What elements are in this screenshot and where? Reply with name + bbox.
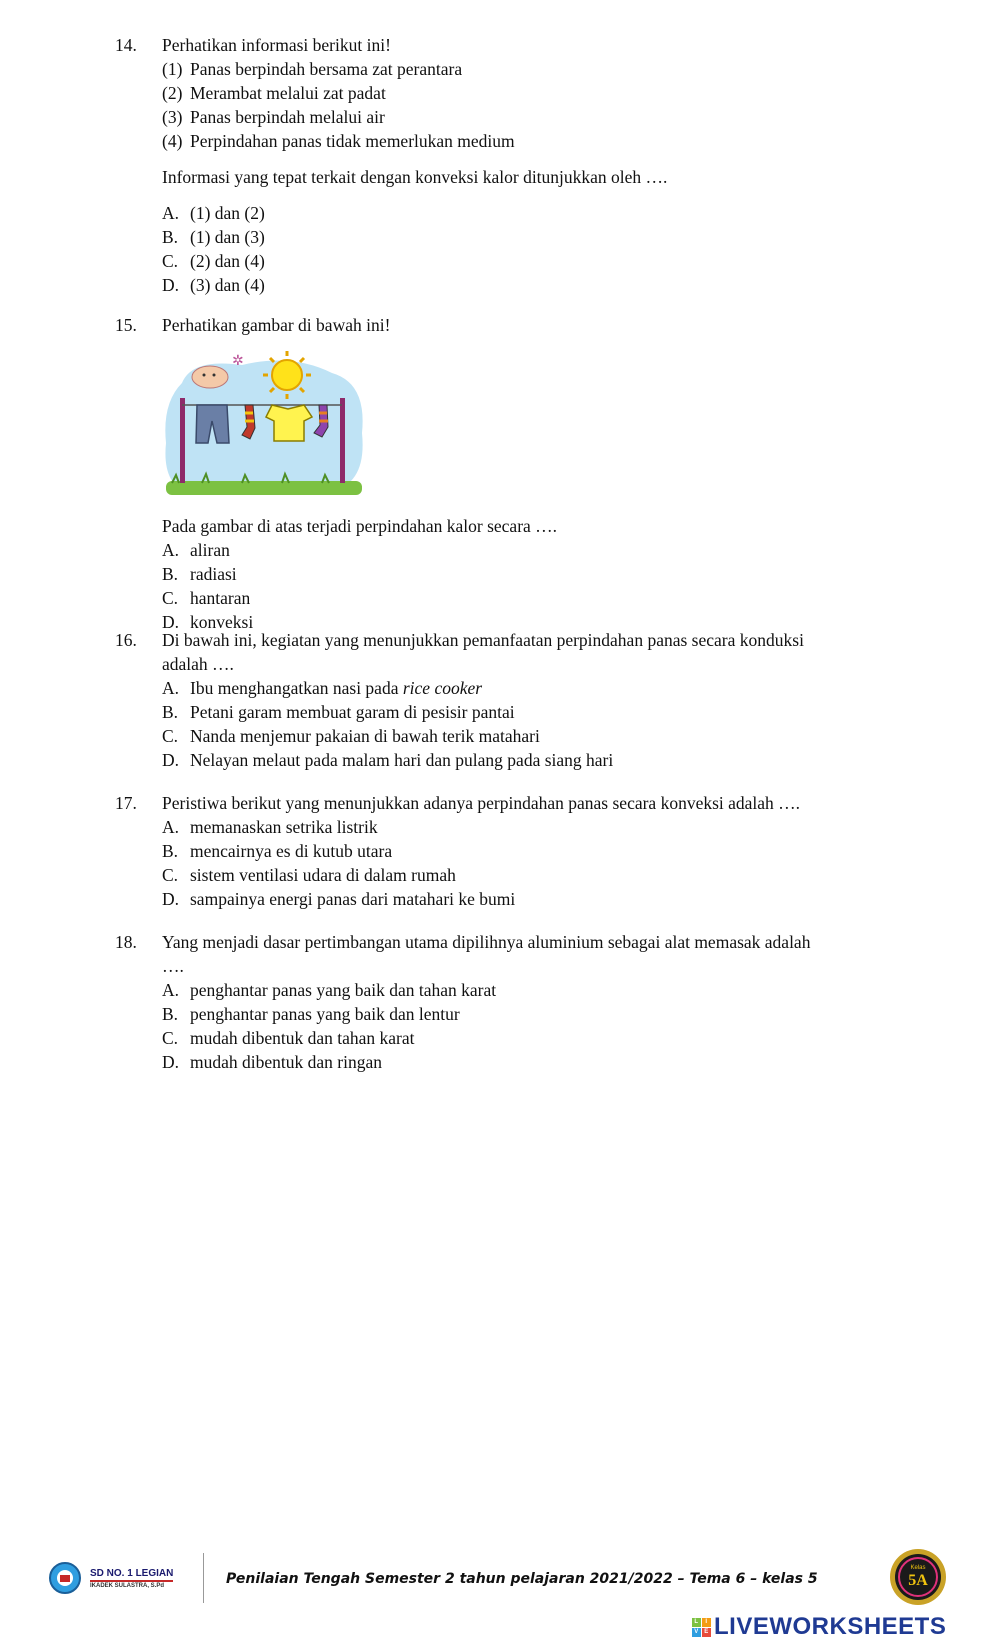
class-badge <box>888 1547 948 1607</box>
statement-item: (1) Panas berpindah bersama zat perantara <box>162 59 463 79</box>
svg-text:Kelas: Kelas <box>910 1565 926 1571</box>
option-c[interactable]: C. Nanda menjemur pakaian di bawah terik matahari <box>162 726 540 746</box>
option-a[interactable]: A. Ibu menghangatkan nasi pada rice cooker <box>162 678 483 698</box>
option-c[interactable]: C. hantaran <box>162 588 251 608</box>
option-b[interactable]: B. mencairnya es di kutub utara <box>162 841 393 861</box>
question-15 <box>115 313 875 634</box>
question-text: Peristiwa berikut yang menunjukkan adanya perpindahan panas secara konveksi adalah …. <box>162 793 801 813</box>
page-footer <box>0 1545 1000 1643</box>
question-prompt: Perhatikan informasi berikut ini! <box>162 35 391 55</box>
option-d[interactable]: D. (3) dan (4) <box>162 275 265 295</box>
question-text: Di bawah ini, kegiatan yang menunjukkan pemanfaatan perpindahan panas secara konduksi <box>162 630 804 650</box>
option-c[interactable]: C. sistem ventilasi udara di dalam rumah <box>162 865 456 885</box>
question-text-cont: adalah …. <box>162 654 234 674</box>
clothesline-illustration <box>162 343 372 503</box>
option-d[interactable]: D. konveksi <box>162 612 254 632</box>
footer-divider <box>203 1553 204 1603</box>
school-logo <box>48 1557 203 1599</box>
question-prompt: Perhatikan gambar di bawah ini! <box>162 315 391 335</box>
option-a[interactable]: A. memanaskan setrika listrik <box>162 817 378 837</box>
statement-item: (2) Merambat melalui zat padat <box>162 83 386 103</box>
option-b[interactable]: B. Petani garam membuat garam di pesisir pantai <box>162 702 515 722</box>
question-number: 17. <box>115 793 137 813</box>
brand-name: LIVEWORKSHEETS <box>714 1613 947 1640</box>
option-a[interactable]: A. penghantar panas yang baik dan tahan karat <box>162 980 497 1000</box>
cloud-face-icon <box>192 366 228 388</box>
school-emblem-icon <box>48 1561 82 1595</box>
footer-caption: Penilaian Tengah Semester 2 tahun pelajaran 2021/2022 – Tema 6 – kelas 5 <box>226 1571 818 1587</box>
question-text: Yang menjadi dasar pertimbangan utama dipilihnya aluminium sebagai alat memasak adalah <box>162 932 811 952</box>
question-16 <box>115 628 875 772</box>
question-text-cont: …. <box>162 956 184 976</box>
option-b[interactable]: B. radiasi <box>162 564 237 584</box>
liveworksheets-logo-icon: L I V E <box>692 1618 711 1637</box>
question-18 <box>115 930 875 1074</box>
option-b[interactable]: B. penghantar panas yang baik dan lentur <box>162 1004 460 1024</box>
question-17 <box>115 791 875 911</box>
question-text: Informasi yang tepat terkait dengan konveksi kalor ditunjukkan oleh …. <box>162 167 668 187</box>
question-number: 14. <box>115 35 137 55</box>
question-text: Pada gambar di atas terjadi perpindahan kalor secara …. <box>162 516 558 536</box>
option-d[interactable]: D. mudah dibentuk dan ringan <box>162 1052 382 1072</box>
question-number: 16. <box>115 630 137 650</box>
question-number: 15. <box>115 315 137 335</box>
liveworksheets-brand[interactable] <box>692 1613 946 1641</box>
option-a[interactable]: A. (1) dan (2) <box>162 203 265 223</box>
option-c[interactable]: C. mudah dibentuk dan tahan karat <box>162 1028 415 1048</box>
option-c[interactable]: C. (2) dan (4) <box>162 251 265 271</box>
statement-item: (4) Perpindahan panas tidak memerlukan medium <box>162 131 515 151</box>
school-name: SD NO. 1 LEGIAN <box>90 1567 174 1579</box>
question-number: 18. <box>115 932 137 952</box>
option-a[interactable]: A. aliran <box>162 540 230 560</box>
option-d[interactable]: D. sampainya energi panas dari matahari ke bumi <box>162 889 516 909</box>
statement-item: (3) Panas berpindah melalui air <box>162 107 385 127</box>
svg-text:✲: ✲ <box>232 354 244 369</box>
teacher-name: IKADEK SULASTRA, S.Pd <box>90 1580 173 1589</box>
option-d[interactable]: D. Nelayan melaut pada malam hari dan pulang pada siang hari <box>162 750 614 770</box>
question-14 <box>115 33 875 297</box>
option-b[interactable]: B. (1) dan (3) <box>162 227 265 247</box>
svg-text:5A: 5A <box>908 1572 928 1589</box>
